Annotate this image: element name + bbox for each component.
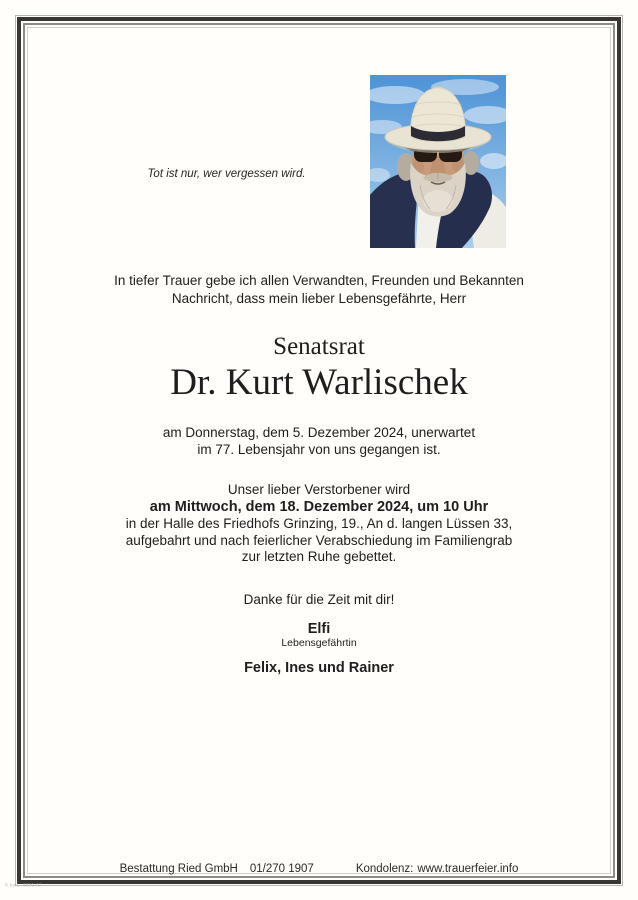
service-details	[29, 516, 609, 566]
death-announcement	[29, 424, 609, 458]
mourner-primary-name: Elfi	[307, 621, 331, 637]
service-line-3: zur letzten Ruhe gebettet.	[241, 549, 397, 564]
death-line-2: im 77. Lebensjahr von uns gegangen ist.	[197, 442, 441, 457]
footer	[29, 862, 609, 877]
intro-line-1: In tiefer Trauer gebe ich allen Verwandten, Freunden und Bekannten	[114, 273, 524, 288]
funeral-home-name: Bestattung Ried GmbH	[119, 863, 238, 875]
service-intro: Unser lieber Verstorbener wird	[227, 482, 411, 497]
mourners-secondary-names: Felix, Ines und Rainer	[244, 660, 394, 676]
portrait-photo	[370, 75, 506, 248]
farewell-message: Danke für die Zeit mit dir!	[243, 592, 395, 607]
condolence-url: www.trauerfeier.info	[417, 863, 519, 875]
honorific-title: Senatsrat	[273, 333, 365, 360]
mourner-primary-role: Lebensgefährtin	[281, 637, 357, 649]
service-line-2: aufgebahrt und nach feierlicher Verabschiedung im Familiengrab	[125, 532, 513, 548]
service-line-1: in der Halle des Friedhofs Grinzing, 19., An d. langen Lüssen 33,	[125, 516, 513, 531]
intro-paragraph	[29, 272, 609, 307]
memorial-quote: Tot ist nur, wer vergessen wird.	[147, 168, 306, 180]
deceased-name: Dr. Kurt Warlischek	[170, 362, 468, 403]
print-mark: © by L. 8900-07	[5, 883, 42, 889]
death-line-1: am Donnerstag, dem 5. Dezember 2024, unerwartet	[162, 425, 476, 440]
service-datetime: am Mittwoch, dem 18. Dezember 2024, um 10 Uhr	[149, 499, 489, 515]
funeral-home-phone: 01/270 1907	[249, 863, 314, 875]
condolence-label: Kondolenz:	[355, 863, 414, 875]
portrait-illustration	[370, 75, 506, 248]
intro-line-2: Nachricht, dass mein lieber Lebensgefährte, Herr	[171, 290, 467, 306]
